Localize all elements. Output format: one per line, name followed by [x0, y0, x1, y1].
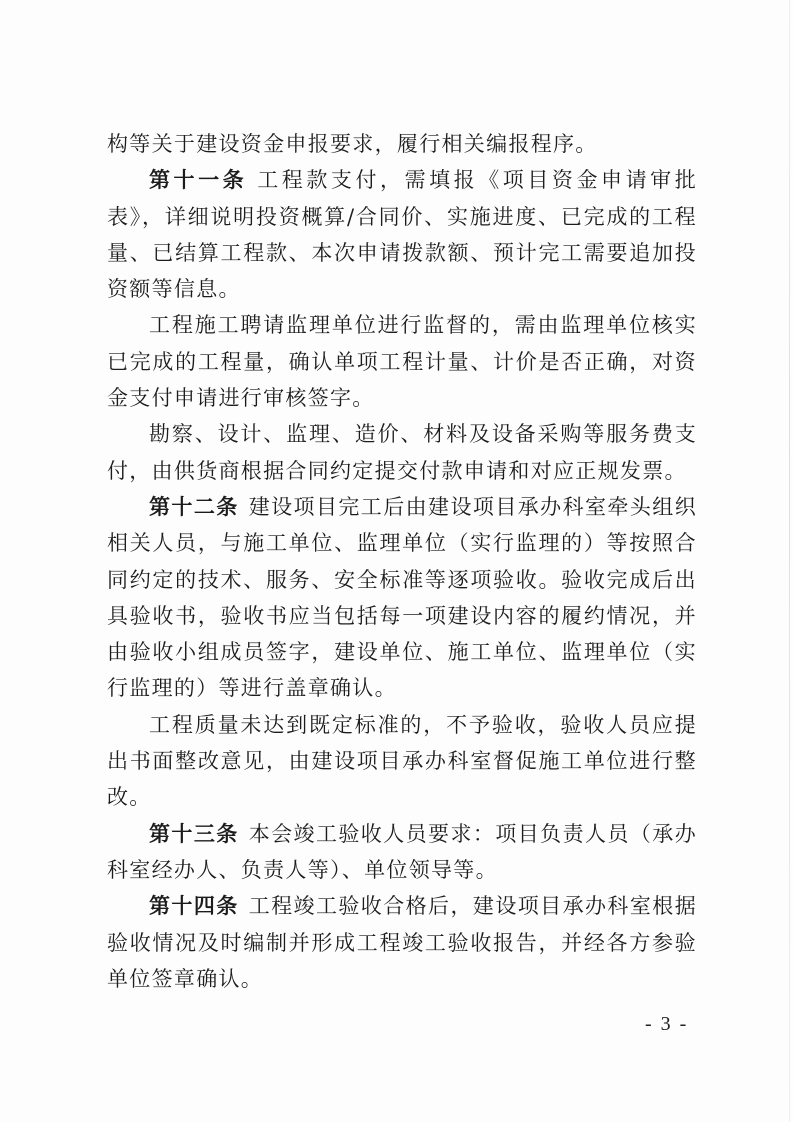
- paragraph-text: 建设项目完工后由建设项目承办科室牵头组织相关人员，与施工单位、监理单位（实行监理的）等按照合同约定的技术、服务、安全标准等逐项验收。验收完成后出具验收书，验收书应当包括每一项建设内容的履约情况，并由验收小组成员签字，建设单位、施工单位、监理单位（实行监理的）等进行盖章确认。: [107, 494, 697, 701]
- paragraph-text: 本会竣工验收人员要求：项目负责人员（承办科室经办人、负责人等）、单位领导等。: [107, 821, 697, 882]
- article-heading: 第十四条: [149, 894, 239, 919]
- scan-edge-line: [789, 0, 790, 1122]
- page-number: - 3 -: [645, 1013, 689, 1035]
- paragraph-text: 工程款支付，需填报《项目资金申请审批表》，详细说明投资概算/合同价、实施进度、已完成的工程量、已结算工程款、本次申请拨款额、预计完工需要追加投资额等信息。: [107, 168, 697, 302]
- paragraph: [107, 707, 697, 816]
- paragraph: [107, 416, 697, 489]
- article-heading: 第十二条: [149, 494, 239, 519]
- paragraph-text: 构等关于建设资金申报要求，履行相关编报程序。: [107, 132, 598, 156]
- document-body: [107, 126, 697, 997]
- article-heading: 第十三条: [149, 821, 239, 846]
- paragraph-text: 工程质量未达到既定标准的，不予验收，验收人员应提出书面整改意见，由建设项目承办科室督促施工单位进行整改。: [107, 712, 697, 810]
- paragraph: [107, 162, 697, 307]
- paragraph: [107, 489, 697, 707]
- paragraph: [107, 126, 697, 162]
- paragraph-text: 工程竣工验收合格后，建设项目承办科室根据验收情况及时编制并形成工程竣工验收报告，并经各方参验单位签章确认。: [107, 894, 697, 991]
- paragraph: [107, 816, 697, 889]
- paragraph: [107, 888, 697, 997]
- paragraph: [107, 307, 697, 416]
- paragraph-text: 勘察、设计、监理、造价、材料及设备采购等服务费支付，由供货商根据合同约定提交付款申请和对应正规发票。: [107, 422, 697, 483]
- paragraph-text: 工程施工聘请监理单位进行监督的，需由监理单位核实已完成的工程量，确认单项工程计量、计价是否正确，对资金支付申请进行审核签字。: [107, 313, 697, 411]
- article-heading: 第十一条: [149, 168, 248, 193]
